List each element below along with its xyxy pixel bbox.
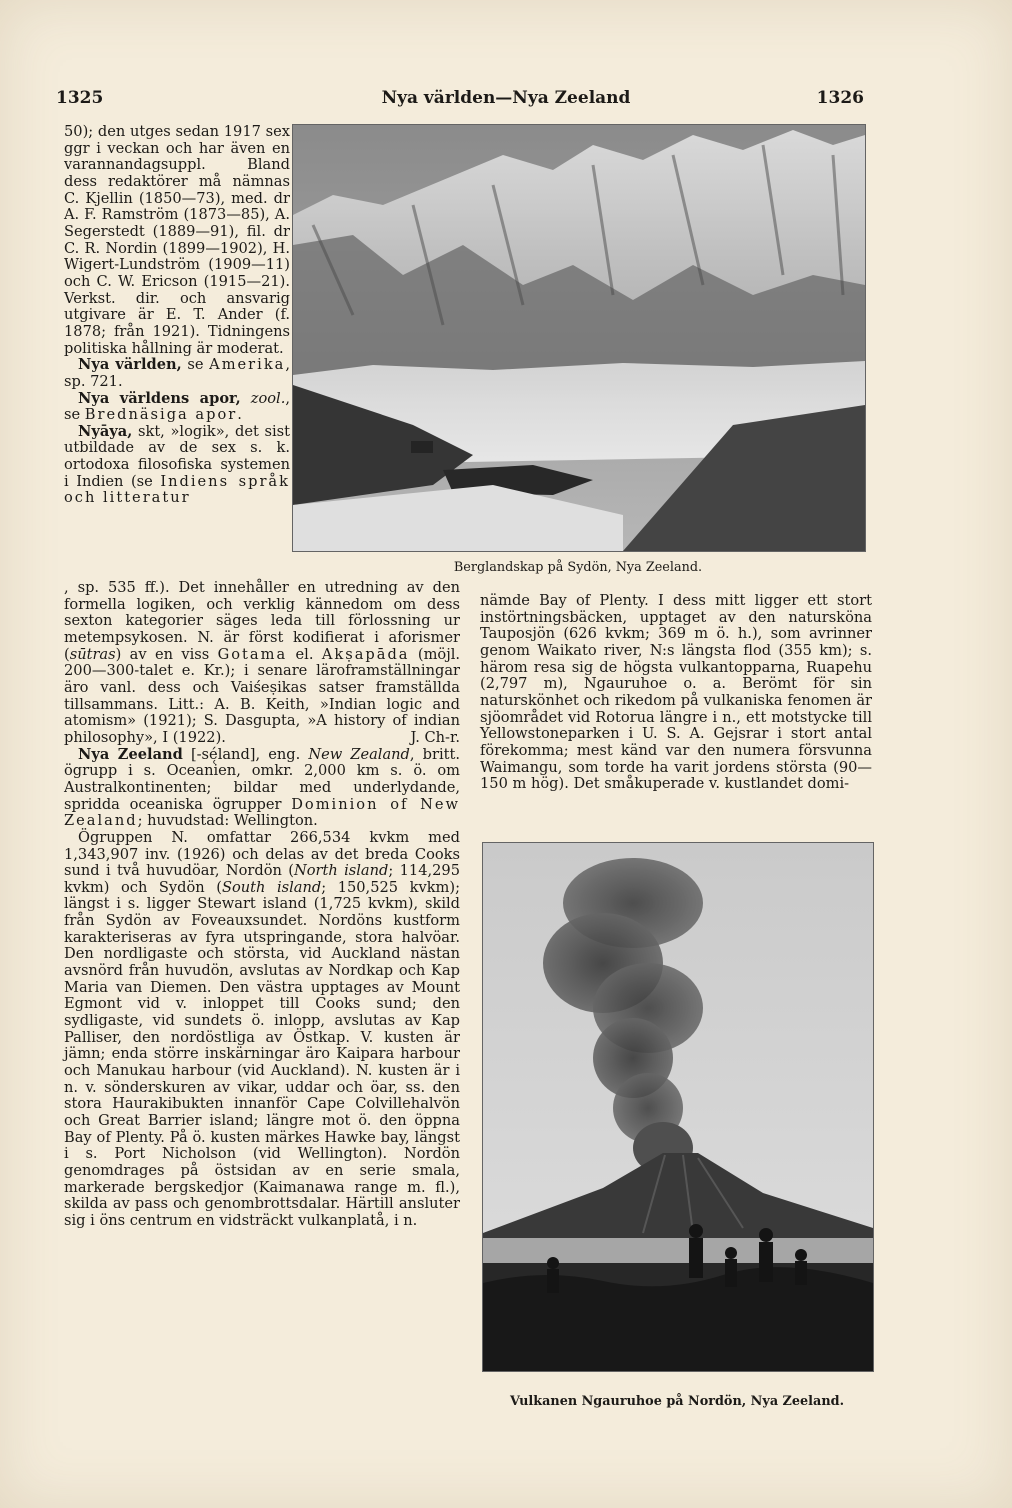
left-column-main (64, 580, 460, 1230)
article-paragraph: , sp. 535 ff.). Det innehåller en utredning av den formella logiken, och verklig kännedom om dess sexton kategorier säges leda till förlossning ur metempsykosen. N. är först kodifierat i aforismer (sūtras) av en viss Gotama el. Akṣapāda (möjl. 200—300-talet e. Kr.); i senare lärоframställningar äro vanl. dess och Vaiśeṣikas satser framställda tillsammans. Litt.: A. B. Keith, »Indian logic and atomism» (1921); S. Dasgupta, »A history of indian philosophy», I (1922). J. Ch-r. (64, 579, 461, 746)
page-number-right: 1326 (816, 88, 864, 108)
entry-lemma: Nya världens apor, (78, 389, 241, 407)
left-column-top (64, 124, 290, 507)
entry-nya-varldens-apor: Nya världens apor, zool., se Brednäsiga apor. (64, 389, 290, 424)
volcano-photo (482, 842, 874, 1372)
page-number-left: 1325 (56, 88, 104, 108)
cross-reference: Brednäsiga apor (84, 406, 238, 424)
entry-nya-varlden: Nya världen, se Amerika, sp. 721. (64, 356, 291, 390)
cross-reference: Amerika (209, 356, 286, 374)
entry-nya-zeeland: Nya Zeeland [-sé̜land], eng. New Zealand, britt. ögrupp i s. Oceanien, omkr. 2,000 km s. ö. om Australkontinenten; bildar med underlydande, spridda oceaniska ögrupper Dominion of New Zealand; huvudstad: Wellington. (64, 745, 461, 830)
entry-lemma: Nyāya, (78, 422, 133, 440)
mountain-photo-caption: Berglandskap på Sydön, Nya Zeeland. (453, 560, 703, 575)
volcano-photo-caption: Vulkanen Ngauruhoe på Nordön, Nya Zeeland. (509, 1394, 845, 1409)
entry-lemma: Nya världen, (78, 356, 182, 374)
author-signature: J. Ch-r. (410, 728, 460, 746)
article-paragraph: Ögruppen N. omfattar 266,534 kvkm med 1,343,907 inv. (1926) och delas av det breda Cooks sund i två huvudöar, Nordön (North island; 114,295 kvkm) och Sydön (South island; 150,525 kvkm); längst i s. ligger Stewart island (1,725 kvkm), skild från Sydön av Foveauxsundet. Nordöns kustform karakteriseras av fyra utspringande, stora halvöar. Den nordligaste och största, vid Auckland nästan avsnörd från huvudön, avslutas av Nordkap och Kap Maria van Diemen. Den västra upptages av Mount Egmont vid v. inloppet till Cooks sund; den sydligaste, vid sundets ö. inlopp, avslutas av Kap Palliser, den nordöstliga av Östkap. V. kusten är jämn; enda större inskärningar äro Kaipara harbour och Manukau harbour (vid Auckland). N. kusten är i n. v. sönderskuren av vikar, uddar och öar, ss. den stora Haurakibukten innanför Cape Colvillehalvön och Great Barrier island; längre mot ö. den öppna Bay of Plenty. På ö. kusten märkes Hawke bay, längst i s. Port Nicholson (vid Wellington). Nordön genomdrages på östsidan av en serie smala, markerade bergskedjor (Kaimanawa range m. fl.), skilda av pass och genombrottsdalar. Härtill ansluter sig i öns centrum en vidsträckt vulkanplatå, i n. (64, 828, 461, 1229)
entry-lemma: Nya Zeeland (78, 745, 183, 763)
running-title: Nya världen—Nya Zeeland (381, 88, 631, 108)
cross-reference: Indiens språk och litteratur (64, 472, 290, 507)
right-column-main (480, 593, 872, 793)
entry-nyaya: Nyāya, skt, »logik», det sist utbildade av de sex s. k. ortodoxa filosofiska systemen i Indien (se Indiens språk och litteratur (64, 422, 290, 507)
article-paragraph: nämde Bay of Plenty. I dess mitt ligger ett stort instörtningsbäcken, upptaget av den natursköna Tauposjön (626 kvkm; 369 m ö. h.), som avrinner genom Waikato river, N:s längsta flod (355 km); s. härom resa sig de högsta vulkantopparna, Ruapehu (2,797 m), Ngauruhoe o. a. Berömt för sin naturskönhet och rikedom på vulkaniska fenomen är sjöområdet vid Rotorua längre i n., ett motstycke till Yellowstoneparken i U. S. A. Gejsrar i stort antal förekomma; mest känd var den numera försvunna Waimangu, som torde ha varit jordens största (90—150 m hög). Det småkuperade v. kustlandet domi- (480, 592, 872, 793)
article-paragraph: 50); den utges sedan 1917 sex ggr i veckan och har även en varannandagsuppl. Bland dess redaktörer må nämnas C. Kjellin (1850—73), med. dr A. F. Ramström (1873—85), A. Segerstedt (1889—91), fil. dr C. R. Nordin (1899—1902), H. Wigert-Lundström (1909—11) och C. W. Ericson (1915—21). Verkst. dir. och ansvarig utgivare är E. T. Ander (f. 1878; från 1921). Tidningens politiska hållning är moderat. (64, 123, 290, 357)
mountain-landscape-photo (292, 124, 866, 552)
